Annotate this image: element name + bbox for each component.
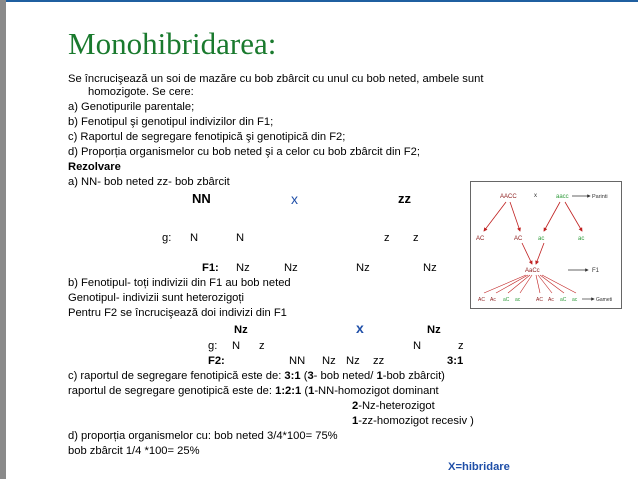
f1-label: F1: (202, 262, 219, 274)
part-b-line-3: Pentru F2 se încrucişează doi indivizi din F1 (68, 307, 287, 319)
left-accent-bar (0, 0, 6, 479)
f2-value-3: Nz (346, 355, 360, 367)
gamete-top-1: AC (476, 236, 485, 242)
f1-value-3: Nz (356, 262, 370, 274)
part-c-line-4-text: -zz-homozigot recesiv ) (358, 415, 474, 427)
f1-value-2: Nz (284, 262, 298, 274)
part-c-line-1-n1: 1 (376, 370, 383, 382)
cross1-right: zz (398, 191, 411, 206)
part-c-line-1-prefix: c) raportul de segregare fenotipică este de: (68, 370, 285, 382)
requirement-b: b) Fenotipul şi genotipul indivizilor din F1; (68, 116, 274, 128)
parents-label: Parinti (592, 194, 608, 200)
gamete-top-3: ac (538, 236, 545, 242)
gametes1-label: g: (162, 232, 172, 244)
requirement-a: a) Genotipurile parentale; (68, 101, 195, 113)
part-c-line-2-open: ( (301, 385, 309, 397)
hybridization-note: X=hibridare (448, 461, 510, 473)
part-c-line-2-prefix: raportul de segregare genotipică este de: (68, 385, 276, 397)
gamete-bottom-5: AC (536, 297, 543, 303)
f1-value-4: Nz (423, 262, 437, 274)
part-b-line-1: b) Fenotipul- toți indivizii din F1 au bob neted (68, 277, 291, 289)
gamete-top-2: AC (514, 236, 523, 242)
part-c-line-1-mid: - bob neted/ (313, 370, 377, 382)
diagram-border (471, 182, 622, 309)
resolution-heading: Rezolvare (68, 161, 121, 173)
cross1-x: x (291, 191, 298, 207)
gamete2-1: N (232, 340, 241, 352)
f1-value-1: Nz (236, 262, 250, 274)
part-b-line-2: Genotipul- indivizii sunt heterozigoți (68, 292, 244, 304)
part-c-line-3 (352, 400, 435, 413)
part-c-line-3-n: 2 (352, 400, 359, 412)
cross2-left: Nz (234, 324, 248, 336)
part-d-line-2: bob zbârcit 1/4 *100= 25% (68, 445, 200, 457)
part-d-line-1: d) proporția organismelor cu: bob neted 3/4*100= 75% (68, 430, 338, 442)
part-c-line-2-suffix: -NN-homozigot dominant (314, 385, 439, 397)
requirement-c: c) Raportul de segregare fenotipică şi genotipică din F2; (68, 131, 346, 143)
requirement-d: d) Proporția organismelor cu bob neted şi a celor cu bob zbârcit din F2; (68, 146, 420, 158)
gamete1-3: z (384, 232, 390, 244)
gamete1-2: N (236, 232, 245, 244)
gamete-bottom-1: AC (478, 297, 485, 303)
part-c-line-4-n: 1 (352, 415, 359, 427)
phenotypic-ratio: 3:1 (284, 370, 301, 382)
intro-line-1: Se încrucişează un soi de mazăre cu bob zbârcit cu unul cu bob neted, ambele sunt (68, 73, 484, 85)
part-c-line-3-text: -Nz-heterozigot (358, 400, 435, 412)
gametes2-label: g: (208, 340, 218, 352)
gamete2-4: z (458, 340, 464, 352)
dihybrid-cross-diagram (470, 181, 622, 309)
gamete-top-4: ac (578, 236, 585, 242)
cross-sign: x (534, 193, 537, 199)
part-c-line-1-open: ( (300, 370, 308, 382)
part-c-line-1-n3: 3 (307, 370, 314, 382)
parent-left: AACC (500, 194, 517, 200)
part-c-line-2 (68, 385, 439, 398)
gamete2-3: N (413, 340, 422, 352)
f2-ratio: 3:1 (447, 355, 464, 367)
part-c-line-1-suffix: -bob zbârcit) (382, 370, 445, 382)
cross1-left: NN (192, 191, 211, 206)
gamete-bottom-7: aC (560, 297, 567, 303)
f1-genotype: AaCc (525, 268, 540, 274)
slide-title: Monohibridarea: (68, 26, 277, 61)
cross2-x: x (356, 320, 364, 336)
f1-diagram-label: F1 (592, 268, 600, 274)
f2-value-2: Nz (322, 355, 336, 367)
cross2-right: Nz (427, 324, 441, 336)
intro-line-2: homozigote. Se cere: (88, 86, 194, 98)
part-c-line-2-n1: 1 (308, 385, 315, 397)
gametes-label: Gameti (596, 297, 613, 303)
gamete-bottom-2: Ac (490, 297, 496, 303)
gamete1-4: z (413, 232, 419, 244)
top-rule (0, 0, 638, 2)
f2-value-1: NN (289, 355, 306, 367)
genotypic-ratio: 1:2:1 (275, 385, 302, 397)
f2-value-4: zz (373, 355, 385, 367)
f2-label: F2: (208, 355, 225, 367)
gamete2-2: z (259, 340, 265, 352)
parent-right: aacc (556, 194, 569, 200)
gamete-bottom-3: aC (503, 297, 510, 303)
gamete1-1: N (190, 232, 199, 244)
part-a-text: a) NN- bob neted zz- bob zbârcit (68, 176, 230, 188)
gamete-bottom-4: ac (515, 297, 521, 303)
gamete-bottom-6: Ac (548, 297, 554, 303)
part-c-line-1 (68, 370, 445, 383)
gamete-bottom-8: ac (572, 297, 578, 303)
part-c-line-4 (352, 415, 474, 428)
